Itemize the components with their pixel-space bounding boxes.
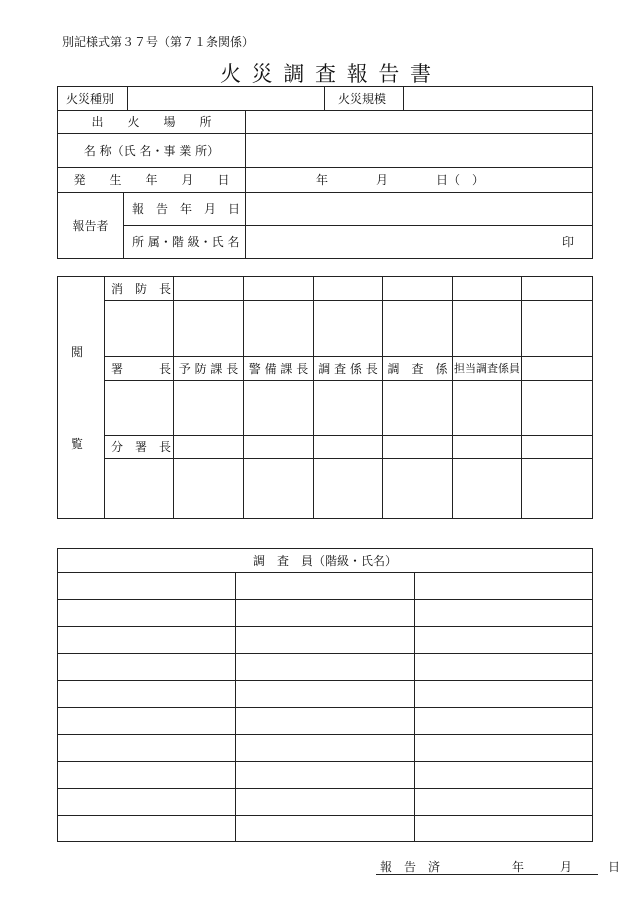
report-done-label: 報 告 済 [380,860,441,874]
fire-type-field[interactable] [130,87,320,110]
seal-mark: 印 [562,235,575,249]
investigators-header: 調 査 員（階級・氏名） [252,553,397,568]
security-chief-label: 警 備 課 長 [248,361,309,376]
review-label-top: 閲 [71,345,84,359]
name-field[interactable] [248,134,590,167]
station-chief-label: 署 長 [111,361,172,376]
fire-type-label: 火災種別 [66,91,115,106]
fire-scale-field[interactable] [406,87,590,110]
fire-location-label: 出 火 場 所 [91,115,212,129]
page-title: 火 災 調 査 報 告 書 [220,62,434,86]
fire-location-field[interactable] [248,111,590,133]
occurrence-date-field[interactable]: 年 月 日（ ） [316,173,485,187]
report-done-date: 年 月 日 [512,860,621,874]
investigation-head-label: 調 査 係 長 [318,361,378,376]
review-label-bottom: 覧 [71,437,84,451]
branch-chief-label: 分 署 長 [111,440,172,454]
reporter-label: 報告者 [72,218,109,233]
prevention-chief-label: 予 防 課 長 [178,361,239,376]
report-date-label: 報 告 年 月 日 [132,202,241,216]
form-reference: 別記様式第３７号（第７１条関係） [62,35,255,49]
investigation-staff-label: 調 査 係 [387,361,448,376]
fire-scale-label: 火災規模 [338,91,387,106]
assigned-investigator-label: 担当調査係員 [454,362,520,375]
fire-chief-label: 消 防 長 [111,281,172,296]
report-date-field[interactable] [248,193,590,225]
occurrence-date-label: 発 生 年 月 日 [73,173,230,187]
name-label: 名 称（氏 名・事 業 所） [83,143,220,158]
affiliation-label: 所 属・階 級・氏 名 [132,235,240,249]
